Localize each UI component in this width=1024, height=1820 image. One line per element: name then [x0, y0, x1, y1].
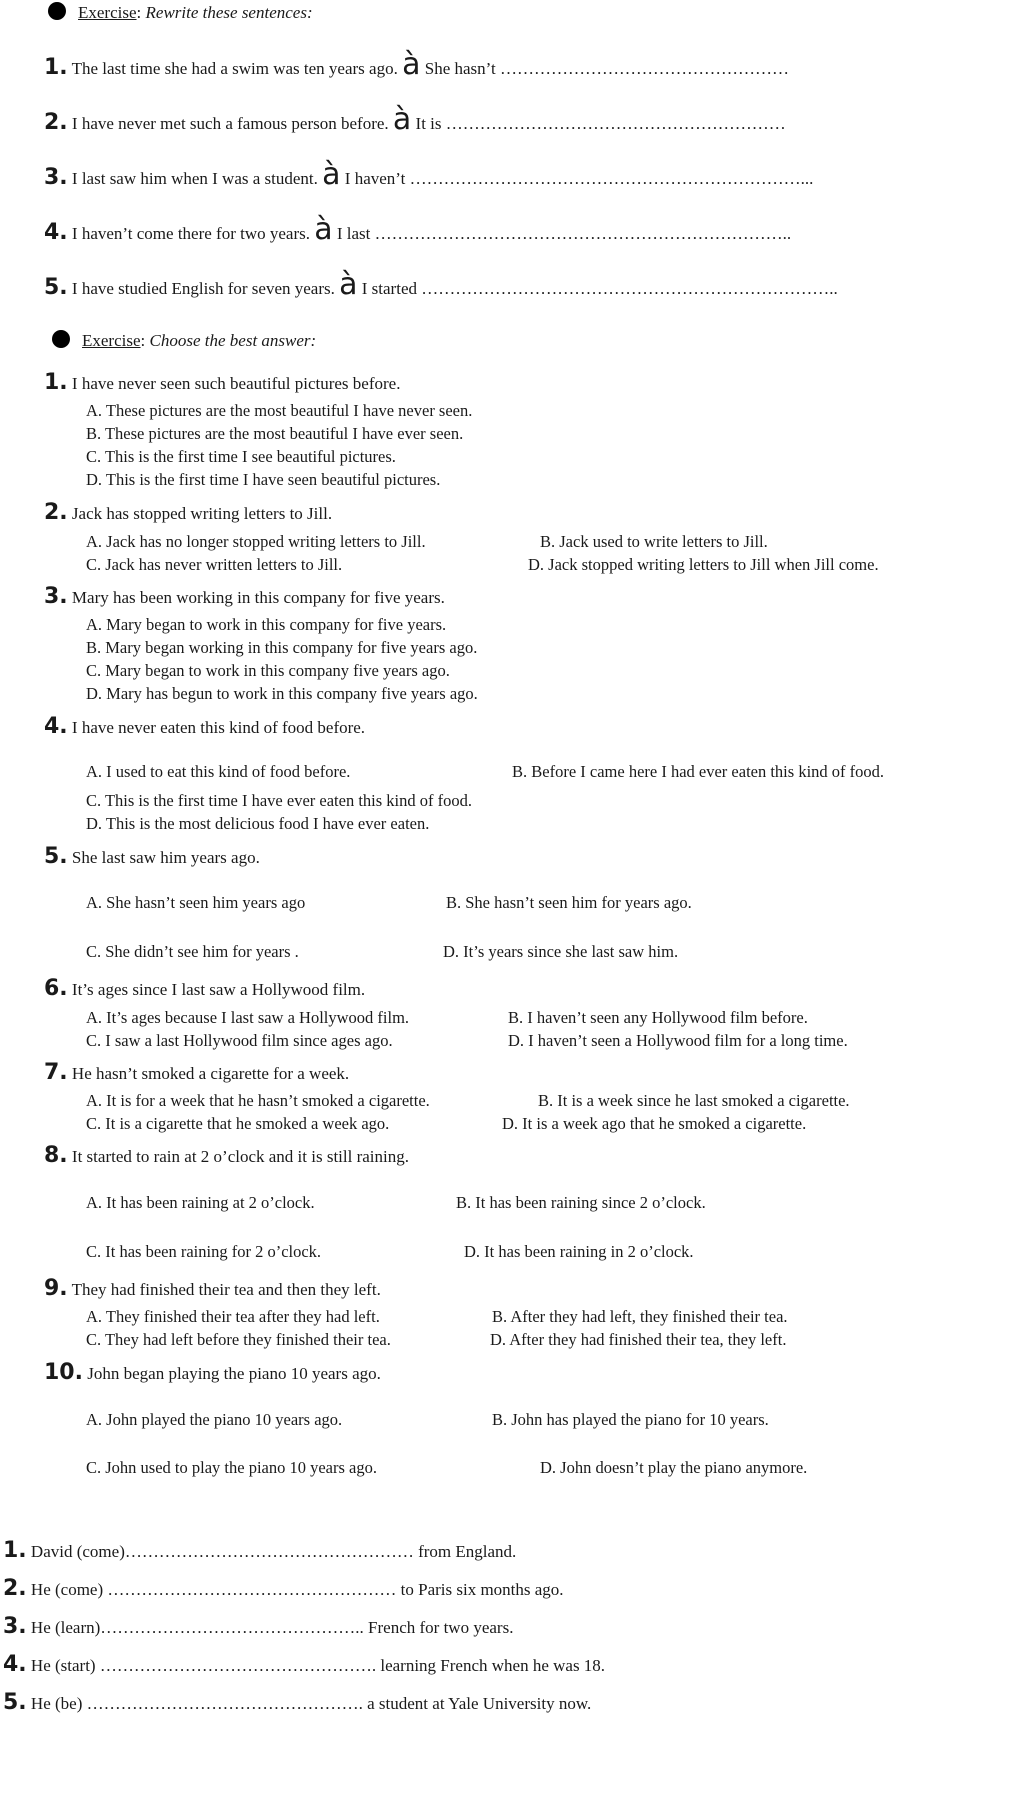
answer-option[interactable]: B. Jack used to write letters to Jill. [540, 532, 768, 551]
question-text: She last saw him years ago. [71, 848, 260, 867]
answer-option[interactable]: D. I haven’t seen a Hollywood film for a long time. [508, 1031, 848, 1050]
fill-item [3, 1690, 591, 1715]
answer-option[interactable]: C. Jack has never written letters to Jill. [86, 555, 343, 574]
item-number: 3. [44, 165, 68, 190]
item-verb: He (start) [30, 1656, 96, 1675]
answer-option[interactable]: A. John played the piano 10 years ago. [86, 1410, 343, 1429]
item-number: 4. [44, 220, 68, 245]
answer-option[interactable]: C. They had left before they finished their tea. [86, 1330, 391, 1349]
question-text: John began playing the piano 10 years ago. [87, 1364, 381, 1383]
fill-item [3, 1538, 516, 1563]
answer-blank[interactable]: …………………………………………. [86, 1694, 363, 1713]
question-number: 10. [44, 1360, 83, 1385]
fill-item [3, 1614, 513, 1639]
question-text: Mary has been working in this company for five years. [71, 588, 445, 607]
answer-option[interactable]: B. Mary began working in this company for five years ago. [86, 638, 478, 657]
item-prompt: She hasn’t [424, 59, 496, 78]
answer-option[interactable]: C. John used to play the piano 10 years ago. [86, 1458, 377, 1477]
answer-option[interactable]: C. This is the first time I see beautiful pictures. [86, 447, 396, 466]
answer-blank[interactable]: …………………………………………… [124, 1542, 414, 1561]
arrow-icon: à [314, 212, 333, 247]
answer-option[interactable]: B. I haven’t seen any Hollywood film before. [508, 1008, 808, 1027]
answer-blank[interactable]: …………………………………………. [99, 1656, 377, 1675]
arrow-icon: à [392, 102, 412, 137]
answer-option[interactable]: D. After they had finished their tea, they left. [490, 1330, 787, 1349]
question-number: 5. [44, 844, 68, 869]
question-number: 4. [44, 714, 68, 739]
question-number: 7. [44, 1060, 68, 1085]
answer-blank[interactable]: ……………………………………………………………….. [421, 279, 838, 298]
rewrite-item [44, 47, 789, 82]
question-number: 2. [44, 500, 68, 525]
question-number: 3. [44, 584, 68, 609]
answer-option[interactable]: B. After they had left, they finished their tea. [492, 1307, 788, 1326]
item-number: 2. [44, 110, 68, 135]
question-number: 1. [44, 370, 68, 395]
answer-option[interactable]: B. Before I came here I had ever eaten this kind of food. [512, 762, 885, 781]
answer-option[interactable]: A. They finished their tea after they had left. [86, 1307, 380, 1326]
answer-option[interactable]: A. It has been raining at 2 o’clock. [86, 1193, 315, 1212]
item-rest: to Paris six months ago. [400, 1580, 564, 1599]
answer-option[interactable]: D. This is the first time I have seen beautiful pictures. [86, 470, 441, 489]
answer-option[interactable]: A. Mary began to work in this company for five years. [86, 615, 447, 634]
item-prompt: I last [336, 224, 371, 243]
item-number: 4. [3, 1652, 27, 1677]
item-number: 5. [3, 1690, 27, 1715]
exercise-title: Rewrite these sentences: [145, 3, 313, 22]
question [44, 714, 365, 739]
rewrite-item [44, 157, 814, 192]
question [44, 976, 365, 1001]
arrow-icon: à [339, 267, 358, 302]
answer-blank[interactable]: ……………………………………………………………….. [374, 224, 792, 243]
question [44, 1143, 409, 1168]
answer-option[interactable]: B. It has been raining since 2 o’clock. [456, 1193, 706, 1212]
item-number: 2. [3, 1576, 27, 1601]
item-rest: French for two years. [368, 1618, 514, 1637]
arrow-icon: à [322, 157, 341, 192]
answer-option[interactable]: D. It is a week ago that he smoked a cigarette. [502, 1114, 807, 1133]
answer-option[interactable]: B. These pictures are the most beautiful I have ever seen. [86, 424, 464, 443]
rewrite-item [44, 212, 792, 247]
answer-option[interactable]: C. This is the first time I have ever eaten this kind of food. [86, 791, 472, 810]
item-sentence: I haven’t come there for two years. [71, 224, 310, 243]
question-text: It started to rain at 2 o’clock and it is still raining. [71, 1147, 410, 1166]
answer-option[interactable]: D. This is the most delicious food I have ever eaten. [86, 814, 430, 833]
answer-option[interactable]: D. It’s years since she last saw him. [443, 942, 679, 961]
answer-option[interactable]: C. Mary began to work in this company five years ago. [86, 661, 450, 680]
answer-blank[interactable]: …………………………………………… [499, 59, 789, 78]
question [44, 370, 400, 395]
question [44, 584, 445, 609]
answer-option[interactable]: B. John has played the piano for 10 years. [492, 1410, 769, 1429]
question [44, 1360, 381, 1385]
item-verb: He (learn) [30, 1618, 101, 1637]
answer-option[interactable]: C. She didn’t see him for years . [86, 942, 299, 961]
arrow-icon: à [402, 47, 421, 82]
answer-blank[interactable]: ……………………………………………………………... [409, 169, 814, 188]
item-rest: from England. [418, 1542, 517, 1561]
exercise-label: Exercise [82, 331, 141, 350]
answer-option[interactable]: A. These pictures are the most beautiful I have never seen. [86, 401, 473, 420]
item-verb: David (come) [30, 1542, 125, 1561]
item-sentence: I last saw him when I was a student. [71, 169, 318, 188]
answer-option[interactable]: A. It’s ages because I last saw a Hollywood film. [86, 1008, 410, 1027]
item-sentence: I have studied English for seven years. [71, 279, 335, 298]
fill-item [3, 1576, 564, 1601]
question-number: 8. [44, 1143, 68, 1168]
question-text: He hasn’t smoked a cigarette for a week. [71, 1064, 350, 1083]
item-prompt: I started [361, 279, 417, 298]
item-rest: learning French when he was 18. [380, 1656, 606, 1675]
answer-option[interactable]: D. It has been raining in 2 o’clock. [464, 1242, 694, 1261]
answer-option[interactable]: A. It is for a week that he hasn’t smoked a cigarette. [86, 1091, 430, 1110]
item-verb: He (be) [30, 1694, 83, 1713]
item-prompt: It is [415, 114, 442, 133]
question-text: I have never eaten this kind of food before. [71, 718, 366, 737]
answer-option[interactable]: A. I used to eat this kind of food before. [86, 762, 351, 781]
item-rest: a student at Yale University now. [367, 1694, 592, 1713]
answer-option[interactable]: D. John doesn’t play the piano anymore. [540, 1458, 808, 1477]
question [44, 1276, 381, 1301]
answer-option[interactable]: A. Jack has no longer stopped writing letters to Jill. [86, 532, 426, 551]
answer-option[interactable]: D. Jack stopped writing letters to Jill when Jill come. [528, 555, 879, 574]
choose-heading: Exercise: Choose the best answer: [52, 330, 316, 351]
item-number: 1. [3, 1538, 27, 1563]
answer-option[interactable]: A. She hasn’t seen him years ago [86, 893, 306, 912]
question-number: 6. [44, 976, 68, 1001]
answer-blank[interactable]: ……………………………………….. [100, 1618, 364, 1637]
answer-option[interactable]: C. It has been raining for 2 o’clock. [86, 1242, 322, 1261]
item-number: 5. [44, 275, 68, 300]
answer-blank[interactable]: …………………………………………………… [445, 114, 786, 133]
question-text: They had finished their tea and then they left. [71, 1280, 381, 1299]
bullet-icon [48, 2, 66, 20]
answer-option[interactable]: D. Mary has begun to work in this company five years ago. [86, 684, 478, 703]
question-text: I have never seen such beautiful pictures before. [71, 374, 401, 393]
item-number: 3. [3, 1614, 27, 1639]
question-text: It’s ages since I last saw a Hollywood film. [71, 980, 366, 999]
question [44, 844, 260, 869]
item-sentence: The last time she had a swim was ten years ago. [71, 59, 398, 78]
exercise-label: Exercise [78, 3, 137, 22]
question [44, 500, 332, 525]
bullet-icon [52, 330, 70, 348]
answer-option[interactable]: B. She hasn’t seen him for years ago. [446, 893, 692, 912]
question-number: 9. [44, 1276, 68, 1301]
answer-option[interactable]: C. It is a cigarette that he smoked a week ago. [86, 1114, 390, 1133]
rewrite-item [44, 102, 786, 137]
item-prompt: I haven’t [344, 169, 406, 188]
question [44, 1060, 349, 1085]
answer-option[interactable]: B. It is a week since he last smoked a cigarette. [538, 1091, 850, 1110]
answer-option[interactable]: C. I saw a last Hollywood film since ages ago. [86, 1031, 393, 1050]
fill-item [3, 1652, 605, 1677]
rewrite-item [44, 267, 838, 302]
exercise-title: Choose the best answer: [149, 331, 317, 350]
question-text: Jack has stopped writing letters to Jill. [71, 504, 333, 523]
item-sentence: I have never met such a famous person before. [71, 114, 389, 133]
answer-blank[interactable]: …………………………………………… [107, 1580, 397, 1599]
rewrite-heading: Exercise: Rewrite these sentences: [48, 2, 313, 23]
item-verb: He (come) [30, 1580, 104, 1599]
item-number: 1. [44, 55, 68, 80]
